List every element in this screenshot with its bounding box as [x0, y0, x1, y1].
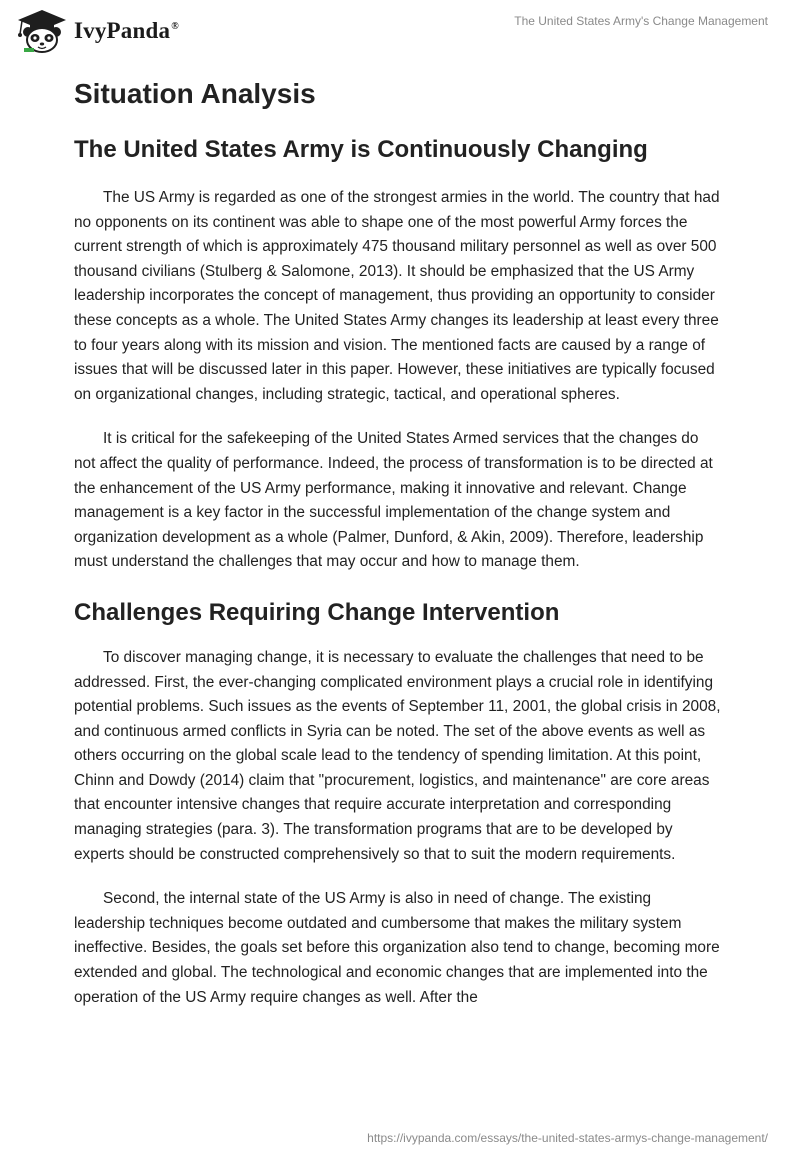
document-title: The United States Army's Change Management [514, 14, 768, 28]
panda-graduate-icon [14, 8, 70, 54]
paragraph: To discover managing change, it is necessary to evaluate the challenges that need to be addressed. First, the ever-changing complicated environment plays a crucial role in identifying potential problems. Such issues as the events of September 11, 2001, the global crisis in 2008, and continuous armed conflicts in Syria can be noted. The set of the above events as well as others occurring on the global scale lead to the tendency of spending limitation. At this point, Chinn and Dowdy (2014) claim that "procurement, logistics, and maintenance" are core areas that encounter intensive changes that require accurate interpretation and corresponding managing strategies (para. 3). The transformation programs that are to be developed by experts should be constructed comprehensively so that to suit the modern requirements. [74, 648, 721, 863]
section-title: Situation Analysis [74, 78, 316, 109]
subsection-heading: Challenges Requiring Change Intervention [74, 598, 560, 626]
paragraph: The US Army is regarded as one of the strongest armies in the world. The country that had no opponents on its continent was able to shape one of the most powerful Army forces the current strength of which is approximately 475 thousand military personnel as well as over 500 thousand civilians (Stulberg & Salomone, 2013). It should be emphasized that the US Army leadership incorporates the concept of management, thus providing an opportunity to consider these concepts as a whole. The United States Army changes its leadership at least every three to four years along with its mission and vision. The mentioned facts are caused by a range of issues that will be discussed later in this paper. However, these initiatives are typically focused on organizational changes, including strategic, tactical, and operational spheres. [74, 189, 720, 403]
ivypanda-logo[interactable] [14, 8, 179, 54]
subsection-heading: The United States Army is Continuously Changing [74, 136, 648, 163]
article-body [74, 70, 724, 1010]
source-url[interactable]: https://ivypanda.com/essays/the-united-states-armys-change-management/ [367, 1131, 768, 1145]
paragraph: Second, the internal state of the US Army is also in need of change. The existing leadership techniques become outdated and cumbersome that makes the military system ineffective. Besides, the goals set before this organization also tend to change, becoming more extended and global. The technological and economic changes that are implemented into the operation of the US Army require changes as well. After the [74, 890, 720, 1006]
page-header [0, 0, 800, 64]
brand-name: IvyPanda® [74, 18, 179, 43]
paragraph: It is critical for the safekeeping of the United States Armed services that the changes do not affect the quality of performance. Indeed, the process of transformation is to be directed at the enhancement of the US Army performance, making it innovative and relevant. Change management is a key factor in the successful implementation of the change system and organization development as a whole (Palmer, Dunford, & Akin, 2009). Therefore, leadership must understand the challenges that may occur and how to manage them. [74, 430, 713, 571]
